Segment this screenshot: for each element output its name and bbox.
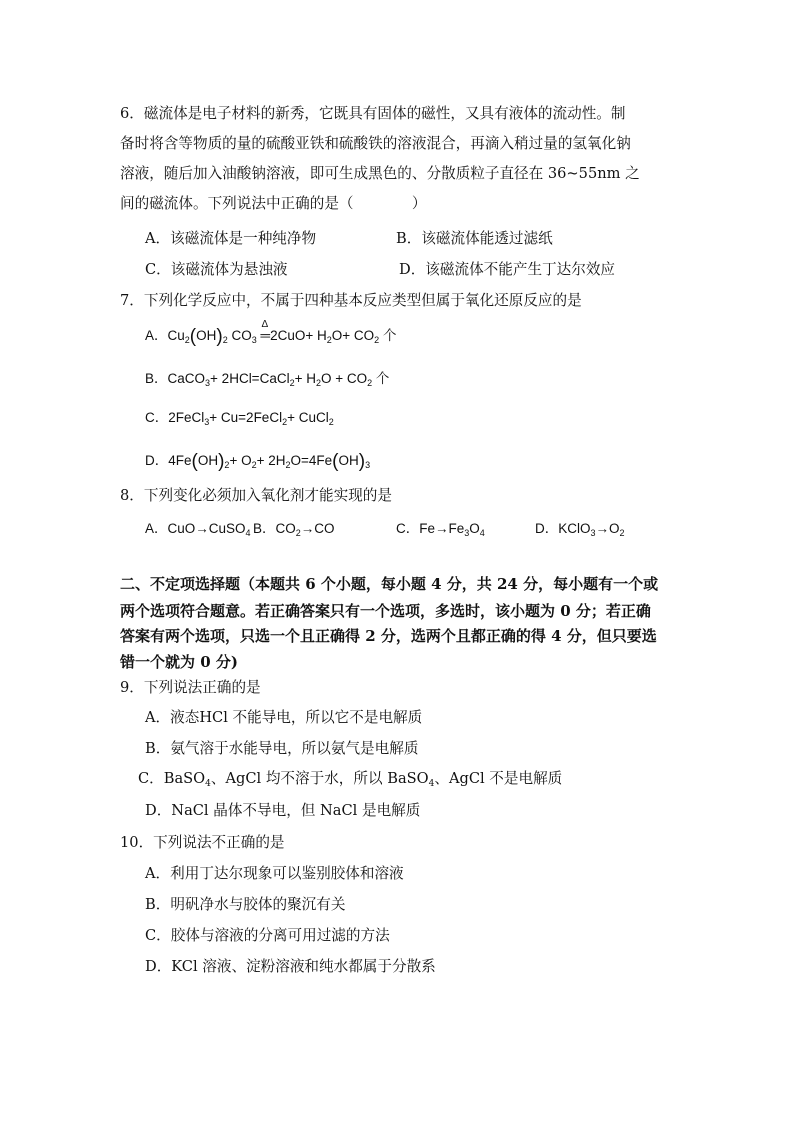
section2-heading-line-3: 答案有两个选项，只选一个且正确得 2 分，选两个且都正确的得 4 分，但只要选: [120, 627, 657, 645]
q6-option-b: B．该磁流体能透过滤纸: [396, 230, 553, 247]
q7-a-cu: Cu: [167, 328, 185, 343]
q7-b-s3: 2: [315, 378, 321, 388]
q7-b-p2: + 2HCl=CaCl: [210, 371, 290, 386]
q7-c-label: C．: [145, 410, 169, 425]
q7-option-d: [145, 451, 370, 471]
q8-option-d: [535, 519, 625, 539]
q8-b-label: B．CO: [253, 521, 296, 536]
q8-d-sub2: 2: [619, 528, 625, 538]
q7-a-paren-close: ): [216, 326, 223, 347]
q6-stem-line-2: 备时将含等物质的量的硫酸亚铁和硫酸铁的溶液混合，再滴入稍过量的氢氧化钠: [120, 135, 631, 152]
q7-option-a: [145, 319, 397, 347]
q7-a-co3: CO: [231, 328, 252, 343]
delta-icon: Δ: [261, 319, 269, 330]
q7-c-s2: 2: [282, 417, 288, 427]
q7-d-paren-open: (: [191, 451, 198, 472]
q7-d-s4: 3: [365, 460, 371, 470]
q7-a-sub-cu: 2: [184, 335, 190, 345]
q10-option-b: B．明矾净水与胶体的聚沉有关: [145, 896, 346, 913]
q8-b-tail: →CO: [300, 521, 335, 536]
gas-arrow-icon: 个: [382, 328, 397, 343]
q8-c-sub1: 3: [464, 528, 470, 538]
q10-stem: 10．下列说法不正确的是: [120, 834, 285, 851]
q7-d-p3: + 2H: [256, 453, 286, 468]
q9-option-d: D．NaCl 晶体不导电，但 NaCl 是电解质: [145, 802, 421, 819]
q9-c-s2: 4: [428, 779, 435, 789]
q9-option-a: A．液态HCl 不能导电，所以它不是电解质: [145, 709, 423, 726]
q9-option-b: B．氨气溶于水能导电，所以氨气是电解质: [145, 740, 419, 757]
q6-stem-line-1: 6．磁流体是电子材料的新秀，它既具有固体的磁性，又具有液体的流动性。制: [120, 105, 626, 122]
q7-d-p1: 4Fe: [168, 453, 192, 468]
q9-c-p2: 、AgCl 均不溶于水，所以 BaSO: [210, 770, 429, 787]
q9-option-c: [138, 769, 562, 789]
q7-b-s4: 2: [367, 378, 373, 388]
q9-c-p1: C．BaSO: [138, 770, 206, 787]
section2-heading-line-4: 错一个就为 0 分): [120, 653, 238, 671]
q7-b-p3: + H: [294, 371, 316, 386]
q10-option-d: D．KCl 溶液、淀粉溶液和纯水都属于分散系: [145, 958, 436, 975]
q9-c-s1: 4: [205, 779, 211, 789]
q7-d-oh1: OH: [197, 453, 219, 468]
q7-d-paren-close-2: ): [358, 451, 366, 472]
q9-c-p3: 、AgCl 不是电解质: [434, 770, 563, 787]
q7-c-s3: 2: [328, 417, 334, 427]
q7-c-p1: 2FeCl: [168, 410, 205, 425]
q8-d-label: D．KClO: [535, 521, 591, 536]
q6-option-a: A．该磁流体是一种纯净物: [145, 230, 317, 247]
q7-b-p4: O + CO: [321, 371, 368, 386]
q7-d-p2: + O: [229, 453, 252, 468]
q7-a-sub-oh: 2: [222, 335, 228, 345]
q7-c-s1: 3: [204, 417, 210, 427]
q7-b-s2: 2: [289, 378, 295, 388]
q8-d-tail: →O: [595, 521, 620, 536]
q10-option-c: C．胶体与溶液的分离可用过滤的方法: [145, 927, 390, 944]
q7-d-s3: 2: [285, 460, 291, 470]
q7-a-label: A．: [145, 328, 168, 343]
q6-option-c: C．该磁流体为悬浊液: [145, 261, 288, 278]
q7-option-b: [145, 369, 389, 389]
q8-c-mid: O: [469, 521, 480, 536]
q8-a-label: A．CuO→CuSO: [145, 521, 246, 536]
section2-heading-line-1: 二、不定项选择题（本题共 6 个小题，每小题 4 分，共 24 分，每小题有一个或: [120, 575, 659, 593]
q7-d-p4: O=4Fe: [290, 453, 333, 468]
q8-option-b: [253, 519, 335, 539]
q6-option-d: D．该磁流体不能产生丁达尔效应: [399, 261, 616, 278]
q7-d-paren-open-2: (: [332, 451, 339, 472]
q6-stem-line-3: 溶液，随后加入油酸钠溶液，即可生成黑色的、分散质粒子直径在 36~55nm 之: [120, 165, 640, 182]
q7-d-s2: 2: [251, 460, 257, 470]
q7-a-heat-sign: Δ ═: [261, 326, 271, 346]
q7-d-oh2: OH: [338, 453, 359, 468]
q7-a-sub-h: 2: [326, 335, 332, 345]
q8-c-label: C．Fe→Fe: [396, 521, 465, 536]
q7-a-paren-open: (: [189, 326, 197, 347]
q7-d-paren-close: ): [218, 451, 225, 472]
q6-stem-line-4: 间的磁流体。下列说法中正确的是（ ）: [120, 195, 427, 212]
q7-option-c: [145, 408, 334, 428]
q7-c-p3: + CuCl: [287, 410, 329, 425]
q8-b-sub: 2: [295, 528, 301, 538]
q7-stem: 7．下列化学反应中，不属于四种基本反应类型但属于氧化还原反应的是: [120, 292, 582, 309]
q7-a-product: 2CuO+ H: [270, 328, 327, 343]
q7-a-oh: OH: [196, 328, 217, 343]
q7-c-p2: + Cu=2FeCl: [209, 410, 283, 425]
q7-d-label: D．: [145, 453, 169, 468]
q7-b-p1: CaCO: [167, 371, 206, 386]
q9-stem: 9．下列说法正确的是: [120, 679, 261, 696]
q8-option-c: [396, 519, 485, 539]
q7-a-sub-co2: 2: [374, 335, 380, 345]
q8-option-a: [145, 519, 251, 539]
q7-a-sub-co3: 3: [251, 335, 257, 345]
q8-stem: 8．下列变化必须加入氧化剂才能实现的是: [120, 487, 392, 504]
q7-d-s1: 2: [224, 460, 230, 470]
q7-b-s1: 3: [205, 378, 211, 388]
q8-c-sub2: 4: [479, 528, 485, 538]
q10-option-a: A．利用丁达尔现象可以鉴别胶体和溶液: [145, 865, 404, 882]
q7-b-label: B．: [145, 371, 168, 386]
q8-a-sub: 4: [245, 528, 251, 538]
section2-heading-line-2: 两个选项符合题意。若正确答案只有一个选项，多选时，该小题为 0 分；若正确: [120, 602, 651, 620]
q8-d-sub: 3: [590, 528, 596, 538]
q7-a-tail: O+ CO: [331, 328, 375, 343]
gas-arrow-icon: 个: [375, 371, 390, 386]
